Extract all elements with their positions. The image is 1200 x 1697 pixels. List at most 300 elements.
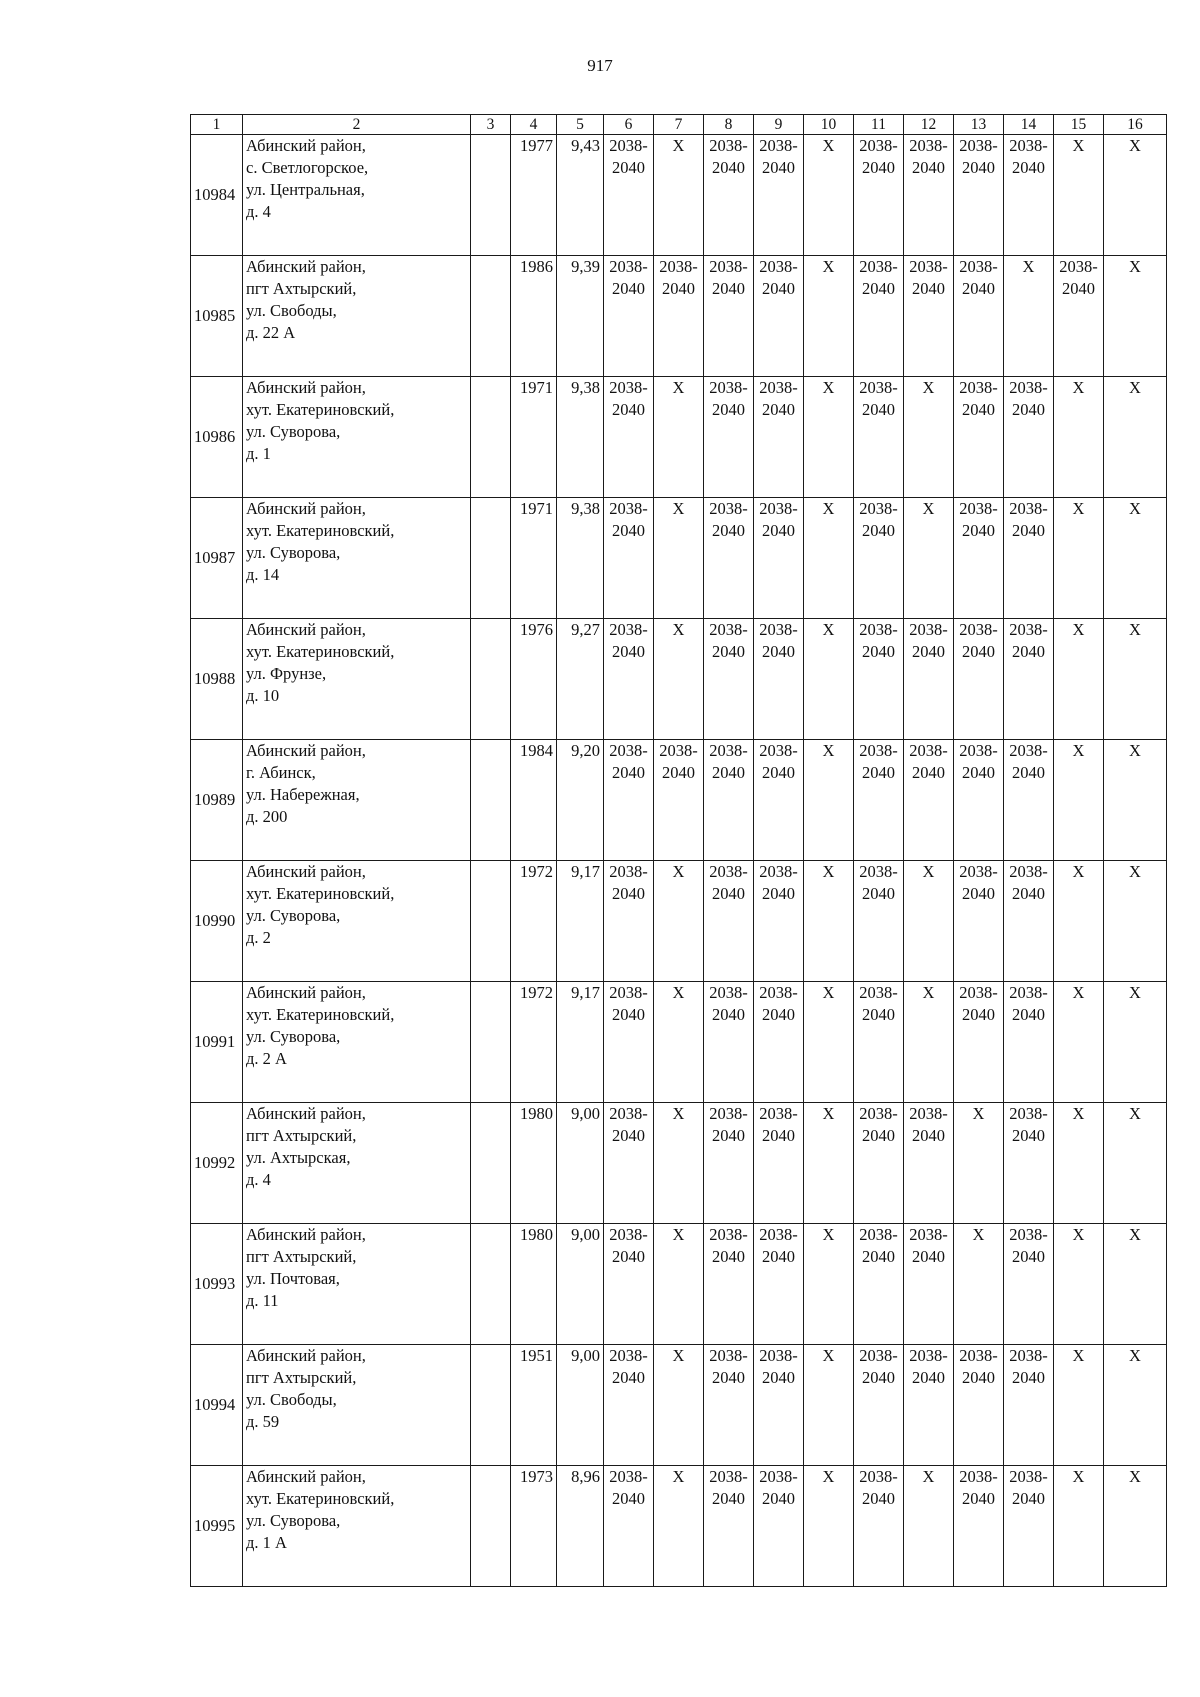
cell-value: 1972 <box>520 983 553 1002</box>
cell-index <box>557 135 604 256</box>
address-cell <box>243 498 471 619</box>
cell-c3 <box>471 1466 511 1587</box>
cell-value: 2038- 2040 <box>1009 378 1048 419</box>
cell-value: X <box>922 378 935 397</box>
cell-c6 <box>604 740 654 861</box>
cell-c16 <box>1104 1103 1167 1224</box>
cell-c8 <box>704 740 754 861</box>
cell-c9 <box>754 135 804 256</box>
cell-value: 2038- 2040 <box>1009 862 1048 903</box>
address-line: хут. Екатериновский, <box>246 642 395 661</box>
cell-c11 <box>854 740 904 861</box>
cell-value: 2038- 2040 <box>909 620 948 661</box>
cell-c3 <box>471 377 511 498</box>
cell-index <box>557 1103 604 1224</box>
cell-value: 2038- 2040 <box>709 741 748 782</box>
table-row <box>191 1224 1167 1345</box>
cell-value: 1984 <box>520 741 553 760</box>
cell-c7 <box>654 619 704 740</box>
address-line: Абинский район, <box>246 620 366 639</box>
address-line: пгт Ахтырский, <box>246 1126 357 1145</box>
address-line: д. 2 <box>246 928 271 947</box>
register-table <box>190 114 1167 1587</box>
cell-c7 <box>654 1224 704 1345</box>
address-cell <box>243 861 471 982</box>
cell-value: X <box>672 136 685 155</box>
cell-value: X <box>1129 741 1141 760</box>
cell-value: 2038- 2040 <box>859 1467 898 1508</box>
cell-c10 <box>804 861 854 982</box>
cell-value: 1976 <box>520 620 553 639</box>
cell-c12 <box>904 861 954 982</box>
row-number: 10987 <box>191 498 243 619</box>
cell-c14 <box>1004 1466 1054 1587</box>
table-row <box>191 498 1167 619</box>
cell-c6 <box>604 135 654 256</box>
cell-value: 2038- 2040 <box>959 862 998 903</box>
cell-c9 <box>754 498 804 619</box>
cell-c11 <box>854 1224 904 1345</box>
cell-value: 2038- 2040 <box>859 257 898 298</box>
cell-value: X <box>822 1225 835 1244</box>
cell-index <box>557 498 604 619</box>
cell-value: X <box>1072 1346 1085 1365</box>
cell-c12 <box>904 982 954 1103</box>
address-line: ул. Суворова, <box>246 543 341 562</box>
cell-c9 <box>754 377 804 498</box>
cell-value: 2038- 2040 <box>909 741 948 782</box>
header-cell: 2 <box>243 115 471 135</box>
cell-value: 9,38 <box>571 378 600 397</box>
table-row <box>191 377 1167 498</box>
cell-index <box>557 740 604 861</box>
cell-value: 2038- 2040 <box>709 1104 748 1145</box>
address-line: д. 14 <box>246 565 280 584</box>
cell-value: 1980 <box>520 1225 553 1244</box>
cell-c11 <box>854 1345 904 1466</box>
address-line: д. 4 <box>246 202 271 221</box>
table-row <box>191 1466 1167 1587</box>
address-line: д. 59 <box>246 1412 280 1431</box>
cell-value: 2038- 2040 <box>959 741 998 782</box>
cell-index <box>557 256 604 377</box>
cell-c15 <box>1054 135 1104 256</box>
address-line: Абинский район, <box>246 136 366 155</box>
cell-value: 2038- 2040 <box>759 862 798 903</box>
cell-value: 2038- 2040 <box>1009 1225 1048 1266</box>
cell-c7 <box>654 982 704 1103</box>
cell-c6 <box>604 619 654 740</box>
address-line: ул. Суворова, <box>246 906 341 925</box>
header-cell: 4 <box>511 115 557 135</box>
cell-value: X <box>1129 620 1141 639</box>
cell-c13 <box>954 619 1004 740</box>
cell-c14 <box>1004 619 1054 740</box>
cell-c11 <box>854 135 904 256</box>
cell-c16 <box>1104 135 1167 256</box>
cell-c15 <box>1054 1224 1104 1345</box>
cell-c13 <box>954 1345 1004 1466</box>
cell-c13 <box>954 256 1004 377</box>
cell-c13 <box>954 982 1004 1103</box>
cell-value: 2038- 2040 <box>859 1225 898 1266</box>
cell-value: X <box>1072 1467 1085 1486</box>
cell-value: 2038- 2040 <box>709 1225 748 1266</box>
cell-c15 <box>1054 861 1104 982</box>
cell-c11 <box>854 256 904 377</box>
cell-value: 2038- 2040 <box>759 1104 798 1145</box>
cell-c15 <box>1054 740 1104 861</box>
cell-c15 <box>1054 619 1104 740</box>
cell-c3 <box>471 256 511 377</box>
table-row <box>191 1103 1167 1224</box>
cell-c11 <box>854 861 904 982</box>
cell-value: 2038- 2040 <box>959 257 998 298</box>
cell-c12 <box>904 1345 954 1466</box>
cell-c6 <box>604 1103 654 1224</box>
cell-value: 9,00 <box>571 1104 600 1123</box>
cell-value: X <box>672 378 685 397</box>
cell-value: 2038- 2040 <box>609 1467 648 1508</box>
cell-c3 <box>471 982 511 1103</box>
cell-value: X <box>1129 1346 1141 1365</box>
cell-c3 <box>471 619 511 740</box>
header-cell: 15 <box>1054 115 1104 135</box>
cell-year <box>511 1103 557 1224</box>
cell-value: X <box>672 862 685 881</box>
cell-c7 <box>654 740 704 861</box>
cell-value: 1973 <box>520 1467 553 1486</box>
cell-value: 2038- 2040 <box>859 741 898 782</box>
address-cell <box>243 256 471 377</box>
row-number: 10985 <box>191 256 243 377</box>
table-row <box>191 619 1167 740</box>
page-number: 917 <box>587 56 613 75</box>
cell-value: 2038- 2040 <box>909 136 948 177</box>
cell-value: 2038- 2040 <box>709 620 748 661</box>
cell-c9 <box>754 861 804 982</box>
cell-value: X <box>672 1467 685 1486</box>
header-cell: 6 <box>604 115 654 135</box>
cell-value: X <box>1129 983 1141 1002</box>
table-row <box>191 256 1167 377</box>
address-line: Абинский район, <box>246 862 366 881</box>
address-line: ул. Центральная, <box>246 180 365 199</box>
cell-year <box>511 377 557 498</box>
address-line: д. 4 <box>246 1170 271 1189</box>
cell-c6 <box>604 256 654 377</box>
cell-c16 <box>1104 256 1167 377</box>
cell-value: X <box>1129 257 1141 276</box>
cell-value: 9,17 <box>571 862 600 881</box>
address-line: Абинский район, <box>246 257 366 276</box>
address-line: Абинский район, <box>246 1467 366 1486</box>
cell-value: X <box>672 499 685 518</box>
cell-value: 2038- 2040 <box>859 136 898 177</box>
cell-c15 <box>1054 1103 1104 1224</box>
cell-value: X <box>1072 1104 1085 1123</box>
cell-value: X <box>1129 499 1141 518</box>
cell-value: 2038- 2040 <box>609 136 648 177</box>
cell-value: X <box>1072 620 1085 639</box>
cell-value: 2038- 2040 <box>1009 136 1048 177</box>
cell-value: 2038- 2040 <box>759 620 798 661</box>
cell-value: 2038- 2040 <box>1059 257 1098 298</box>
cell-index <box>557 982 604 1103</box>
cell-value: X <box>1129 1467 1141 1486</box>
cell-c9 <box>754 1466 804 1587</box>
table-row <box>191 1345 1167 1466</box>
cell-c12 <box>904 619 954 740</box>
cell-year <box>511 861 557 982</box>
cell-value: 2038- 2040 <box>759 378 798 419</box>
cell-value: 2038- 2040 <box>909 1225 948 1266</box>
cell-c7 <box>654 135 704 256</box>
cell-value: X <box>822 983 835 1002</box>
cell-c16 <box>1104 498 1167 619</box>
cell-value: 2038- 2040 <box>1009 499 1048 540</box>
cell-value: 2038- 2040 <box>609 862 648 903</box>
cell-value: 2038- 2040 <box>1009 1104 1048 1145</box>
cell-value: X <box>822 862 835 881</box>
row-number: 10988 <box>191 619 243 740</box>
cell-c16 <box>1104 1345 1167 1466</box>
cell-value: X <box>672 1104 685 1123</box>
header-cell: 9 <box>754 115 804 135</box>
cell-c6 <box>604 1224 654 1345</box>
cell-value: X <box>1072 983 1085 1002</box>
cell-c8 <box>704 1345 754 1466</box>
cell-value: 2038- 2040 <box>859 1346 898 1387</box>
cell-value: 2038- 2040 <box>709 257 748 298</box>
cell-c8 <box>704 1466 754 1587</box>
cell-index <box>557 1466 604 1587</box>
cell-c16 <box>1104 982 1167 1103</box>
cell-value: 9,27 <box>571 620 600 639</box>
address-cell <box>243 1103 471 1224</box>
address-line: д. 1 А <box>246 1533 287 1552</box>
cell-c15 <box>1054 1345 1104 1466</box>
cell-c6 <box>604 982 654 1103</box>
cell-value: 2038- 2040 <box>859 378 898 419</box>
cell-c10 <box>804 1466 854 1587</box>
cell-year <box>511 1466 557 1587</box>
header-cell: 16 <box>1104 115 1167 135</box>
header-cell: 7 <box>654 115 704 135</box>
address-line: хут. Екатериновский, <box>246 1489 395 1508</box>
cell-value: 2038- 2040 <box>759 1225 798 1266</box>
header-cell: 12 <box>904 115 954 135</box>
cell-value: 2038- 2040 <box>609 1225 648 1266</box>
header-cell: 13 <box>954 115 1004 135</box>
cell-value: 2038- 2040 <box>859 499 898 540</box>
address-line: ул. Фрунзе, <box>246 664 327 683</box>
cell-value: X <box>822 1467 835 1486</box>
address-line: д. 2 А <box>246 1049 287 1068</box>
address-line: ул. Суворова, <box>246 1511 341 1530</box>
cell-value: 2038- 2040 <box>609 1346 648 1387</box>
cell-value: X <box>1129 1225 1141 1244</box>
address-cell <box>243 982 471 1103</box>
cell-value: X <box>822 257 835 276</box>
address-line: пгт Ахтырский, <box>246 279 357 298</box>
cell-value: X <box>672 1225 685 1244</box>
cell-value: X <box>672 1346 685 1365</box>
cell-value: 9,43 <box>571 136 600 155</box>
cell-c13 <box>954 377 1004 498</box>
cell-c15 <box>1054 256 1104 377</box>
address-line: д. 1 <box>246 444 271 463</box>
cell-c11 <box>854 377 904 498</box>
cell-c8 <box>704 1224 754 1345</box>
cell-c14 <box>1004 740 1054 861</box>
cell-year <box>511 498 557 619</box>
cell-value: 2038- 2040 <box>609 378 648 419</box>
cell-value: 2038- 2040 <box>609 1104 648 1145</box>
cell-c12 <box>904 1466 954 1587</box>
header-row <box>191 115 1167 135</box>
cell-value: X <box>822 620 835 639</box>
cell-value: X <box>672 620 685 639</box>
cell-c8 <box>704 256 754 377</box>
cell-index <box>557 619 604 740</box>
cell-value: 2038- 2040 <box>859 862 898 903</box>
cell-value: X <box>822 136 835 155</box>
address-line: Абинский район, <box>246 378 366 397</box>
cell-c6 <box>604 377 654 498</box>
cell-value: X <box>922 862 935 881</box>
row-number: 10986 <box>191 377 243 498</box>
cell-c3 <box>471 1224 511 1345</box>
address-line: ул. Набережная, <box>246 785 360 804</box>
address-line: хут. Екатериновский, <box>246 884 395 903</box>
cell-c10 <box>804 619 854 740</box>
cell-c14 <box>1004 1345 1054 1466</box>
header-cell: 3 <box>471 115 511 135</box>
cell-value: 1971 <box>520 378 553 397</box>
cell-year <box>511 740 557 861</box>
cell-c3 <box>471 1345 511 1466</box>
cell-year <box>511 135 557 256</box>
address-line: хут. Екатериновский, <box>246 521 395 540</box>
address-line: пгт Ахтырский, <box>246 1368 357 1387</box>
cell-value: 2038- 2040 <box>709 1467 748 1508</box>
table-body <box>191 115 1167 1587</box>
cell-c3 <box>471 1103 511 1224</box>
cell-c11 <box>854 1466 904 1587</box>
cell-year <box>511 256 557 377</box>
address-line: ул. Суворова, <box>246 1027 341 1046</box>
address-line: ул. Ахтырская, <box>246 1148 351 1167</box>
cell-index <box>557 861 604 982</box>
cell-c6 <box>604 1345 654 1466</box>
cell-c7 <box>654 1466 704 1587</box>
row-number: 10990 <box>191 861 243 982</box>
cell-value: 9,39 <box>571 257 600 276</box>
cell-c16 <box>1104 1224 1167 1345</box>
cell-value: 2038- 2040 <box>759 499 798 540</box>
cell-c14 <box>1004 256 1054 377</box>
cell-value: 9,00 <box>571 1346 600 1365</box>
cell-c12 <box>904 740 954 861</box>
cell-c12 <box>904 377 954 498</box>
cell-value: 2038- 2040 <box>1009 983 1048 1024</box>
row-number: 10992 <box>191 1103 243 1224</box>
cell-index <box>557 1345 604 1466</box>
cell-c15 <box>1054 1466 1104 1587</box>
header-cell: 5 <box>557 115 604 135</box>
cell-c7 <box>654 1103 704 1224</box>
cell-c14 <box>1004 377 1054 498</box>
address-cell <box>243 1466 471 1587</box>
cell-value: 1971 <box>520 499 553 518</box>
cell-value: 2038- 2040 <box>959 378 998 419</box>
cell-c8 <box>704 135 754 256</box>
cell-c8 <box>704 982 754 1103</box>
address-line: хут. Екатериновский, <box>246 400 395 419</box>
cell-value: X <box>822 1346 835 1365</box>
address-cell <box>243 135 471 256</box>
cell-c11 <box>854 1103 904 1224</box>
cell-value: 2038- 2040 <box>709 862 748 903</box>
cell-value: X <box>1072 741 1085 760</box>
cell-value: 2038- 2040 <box>959 499 998 540</box>
address-line: ул. Свободы, <box>246 301 337 320</box>
cell-c8 <box>704 498 754 619</box>
cell-value: 2038- 2040 <box>659 741 698 782</box>
cell-c8 <box>704 1103 754 1224</box>
cell-c6 <box>604 861 654 982</box>
row-number: 10993 <box>191 1224 243 1345</box>
cell-value: 2038- 2040 <box>759 257 798 298</box>
cell-value: 1972 <box>520 862 553 881</box>
cell-c10 <box>804 982 854 1103</box>
table-row <box>191 740 1167 861</box>
header-cell: 14 <box>1004 115 1054 135</box>
cell-c14 <box>1004 135 1054 256</box>
cell-c16 <box>1104 619 1167 740</box>
cell-c3 <box>471 498 511 619</box>
cell-c10 <box>804 1345 854 1466</box>
cell-c7 <box>654 377 704 498</box>
cell-c12 <box>904 1224 954 1345</box>
cell-c16 <box>1104 1466 1167 1587</box>
cell-c3 <box>471 135 511 256</box>
row-number: 10995 <box>191 1466 243 1587</box>
cell-c12 <box>904 498 954 619</box>
address-line: д. 200 <box>246 807 288 826</box>
header-cell: 10 <box>804 115 854 135</box>
cell-value: X <box>972 1104 985 1123</box>
cell-value: 2038- 2040 <box>909 1104 948 1145</box>
row-number: 10991 <box>191 982 243 1103</box>
cell-c10 <box>804 377 854 498</box>
cell-c10 <box>804 740 854 861</box>
address-cell <box>243 377 471 498</box>
cell-value: X <box>922 499 935 518</box>
cell-c8 <box>704 619 754 740</box>
cell-value: 2038- 2040 <box>759 983 798 1024</box>
cell-c11 <box>854 498 904 619</box>
cell-value: 2038- 2040 <box>759 1467 798 1508</box>
cell-value: 2038- 2040 <box>859 983 898 1024</box>
cell-value: X <box>972 1225 985 1244</box>
cell-c7 <box>654 861 704 982</box>
cell-c6 <box>604 1466 654 1587</box>
table-row <box>191 135 1167 256</box>
cell-value: 2038- 2040 <box>609 620 648 661</box>
cell-value: 2038- 2040 <box>759 741 798 782</box>
